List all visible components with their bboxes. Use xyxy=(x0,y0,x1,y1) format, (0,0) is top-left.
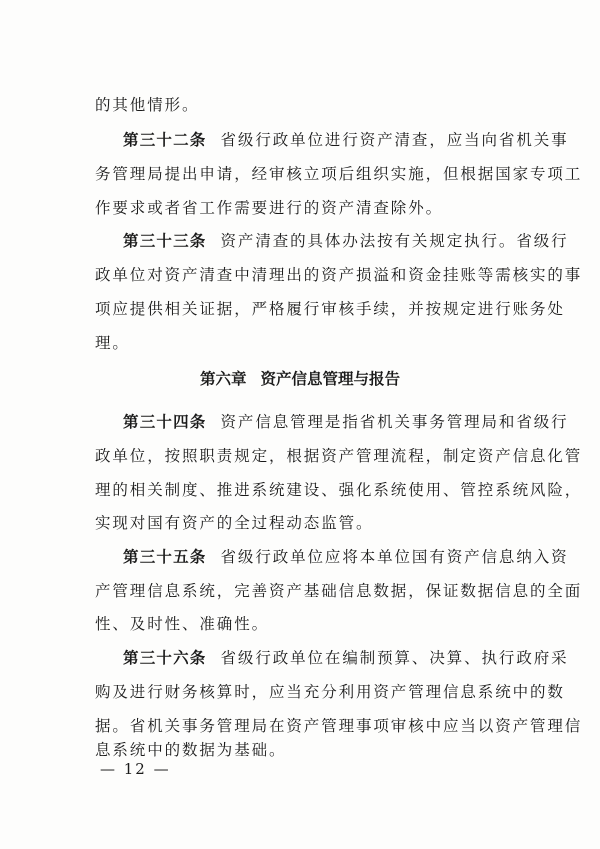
article-34-line: 实现对国有资产的全过程动态监管。 xyxy=(95,514,374,532)
article-36-line: 据。省机关事务管理局在资产管理事项审核中应当以资产管理信 xyxy=(95,717,583,735)
article-34-text: 资产信息管理是指省机关事务管理局和省级行 xyxy=(220,413,569,431)
paragraph-line: 的其他情形。 xyxy=(95,96,200,114)
article-33-line: 政单位对资产清查中清理出的资产损溢和资金挂账等需核实的事 xyxy=(95,266,583,284)
article-34-line: 政单位，按照职责规定，根据资产管理流程，制定资产信息化管 xyxy=(95,447,583,465)
article-36-line xyxy=(123,647,569,669)
article-33-text: 资产清查的具体办法按有关规定执行。省级行 xyxy=(220,232,569,250)
article-34-label: 第三十四条 xyxy=(123,413,207,431)
article-33-line: 项应提供相关证据，严格履行审核手续，并按规定进行账务处 xyxy=(95,300,565,318)
article-35-line: 产管理信息系统，完善资产基础信息数据，保证数据信息的全面 xyxy=(95,582,583,600)
article-36-label: 第三十六条 xyxy=(123,649,207,667)
article-33-line: 理。 xyxy=(95,334,130,352)
article-34-line xyxy=(123,411,569,433)
article-32-line xyxy=(123,129,569,151)
article-36-text: 省级行政单位在编制预算、决算、执行政府采 xyxy=(220,649,569,667)
article-35-line xyxy=(123,546,569,568)
article-36-line: 息系统中的数据为基础。 xyxy=(95,741,287,759)
chapter-title: 资产信息管理与报告 xyxy=(260,370,401,388)
article-33-line xyxy=(123,230,569,252)
article-35-line: 性、及时性、准确性。 xyxy=(95,615,270,633)
page-number: — 12 — xyxy=(100,760,171,778)
article-32-line: 作要求或者省工作需要进行的资产清查除外。 xyxy=(95,199,444,217)
article-32-line: 务管理局提出申请，经审核立项后组织实施，但根据国家专项工 xyxy=(95,165,583,183)
article-34-line: 理的相关制度、推进系统建设、强化系统使用、管控系统风险， xyxy=(95,481,583,499)
article-32-text: 省级行政单位进行资产清查，应当向省机关事 xyxy=(220,131,569,149)
article-33-label: 第三十三条 xyxy=(123,232,207,250)
chapter-heading xyxy=(0,368,600,390)
article-35-text: 省级行政单位应将本单位国有资产信息纳入资 xyxy=(220,548,569,566)
article-35-label: 第三十五条 xyxy=(123,548,207,566)
chapter-number: 第六章 xyxy=(199,370,247,388)
article-36-line: 购及进行财务核算时，应当充分利用资产管理信息系统中的数 xyxy=(95,683,565,701)
article-32-label: 第三十二条 xyxy=(123,131,207,149)
